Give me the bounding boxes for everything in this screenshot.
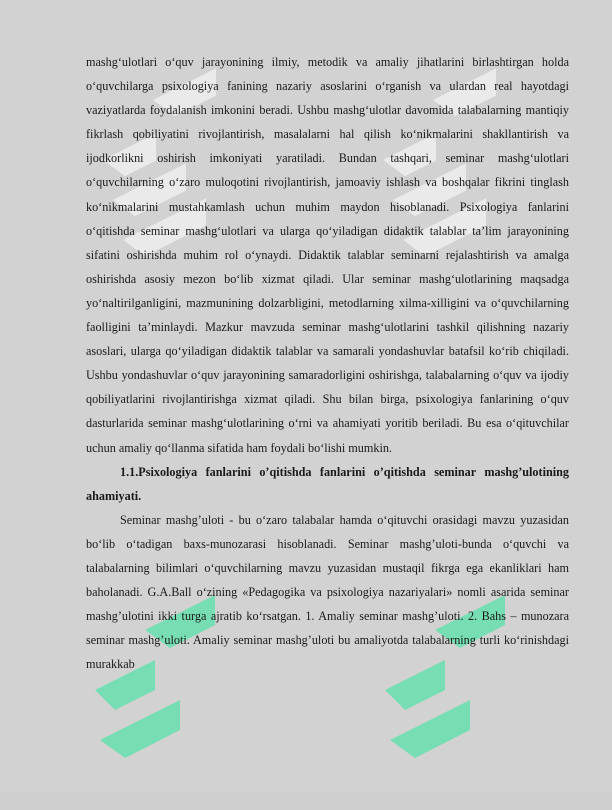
body-paragraph: mashg‘ulotlari o‘quv jarayonining ilmiy, metodik va amaliy jihatlarini birlashtirgan holda o‘quvchilarga psixologiya fanining nazariy asoslarini o‘rganish va ulardan real hayotdagi vaziyatlarda foydalanish imkonini beradi. Ushbu mashg‘ulotlar davomida talabalarning mantiqiy fikrlash qobiliyatini rivojlantirish, masalalarni hal qilish ko‘nikmalarini shakllantirish va ijodkorlikni oshirish imkoniyati yaratiladi. Bundan tashqari, seminar mashg‘ulotlari o‘quvchilarning o‘zaro muloqotini rivojlantirish, jamoaviy ishlash va boshqalar fikrini tinglash ko‘nikmalarini mustahkamlash uchun muhim maydon hisoblanadi. Psixologiya fanlarini o‘qitishda seminar mashg‘ulotlari va ularga qo‘yiladigan didaktik talablar ta’lim jarayonining sifatini oshirishda muhim rol o‘ynaydi. Didaktik talablar seminarni rejalashtirish va amalga oshirishda asosiy mezon bo‘lib xizmat qiladi. Ular seminar mashg‘ulotlarining maqsadga yo‘naltirilganligini, mazmunining dolzarbligini, metodlarning xilma-xilligini va o‘quvchilarning faolligini ta’minlaydi. Mazkur mavzuda seminar mashg‘ulotlarini tashkil qilishning nazariy asoslari, ularga qo‘yiladigan didaktik talablar va samarali yondashuvlar batafsil ko‘rib chiqiladi. Ushbu yondashuvlar o‘quv jarayonining samaradorligini oshirishga, talabalarning o‘quv va ijodiy qobiliyatlarini rivojlantirishga xizmat qiladi. Shu bilan birga, psixologiya fanlarining o‘quv dasturlarida seminar mashg‘ulotlarining o‘rni va ahamiyati yoritib beriladi. Bu esa o‘qituvchilar uchun amaliy qo‘llanma sifatida ham foydali bo‘lishi mumkin. <box>86 55 569 455</box>
body-paragraph: Seminar mashg’uloti - bu o‘zaro talabalar hamda o‘qituvchi orasidagi mavzu yuzasidan bo‘lib o‘tadigan baxs-munozarasi hisoblanadi. Seminar mashg’uloti-bunda o‘quvchi va talabalarning bilimlari o‘quvchilarning mavzu yuzasidan mustaqil fikrga ega ekanliklari ham baholanadi. G.A.Ball o‘zining «Pedagogika va psixologiya nazariyalari» nomli asarida seminar mashg’ulotini ikki turga ajratib ko‘rsatgan. 1. Amaliy seminar mashg’uloti. 2. Bahs – munozara seminar mashg’uloti. Amaliy seminar mashg’uloti bu amaliyotda talabalarning turli ko‘rinishdagi murakkab <box>86 512 569 672</box>
section-heading: 1.1.Psixologiya fanlarini o’qitishda fanlarini o’qitishda seminar mashg’ulotining ahamiyati. <box>86 464 569 503</box>
document-body <box>86 50 569 676</box>
